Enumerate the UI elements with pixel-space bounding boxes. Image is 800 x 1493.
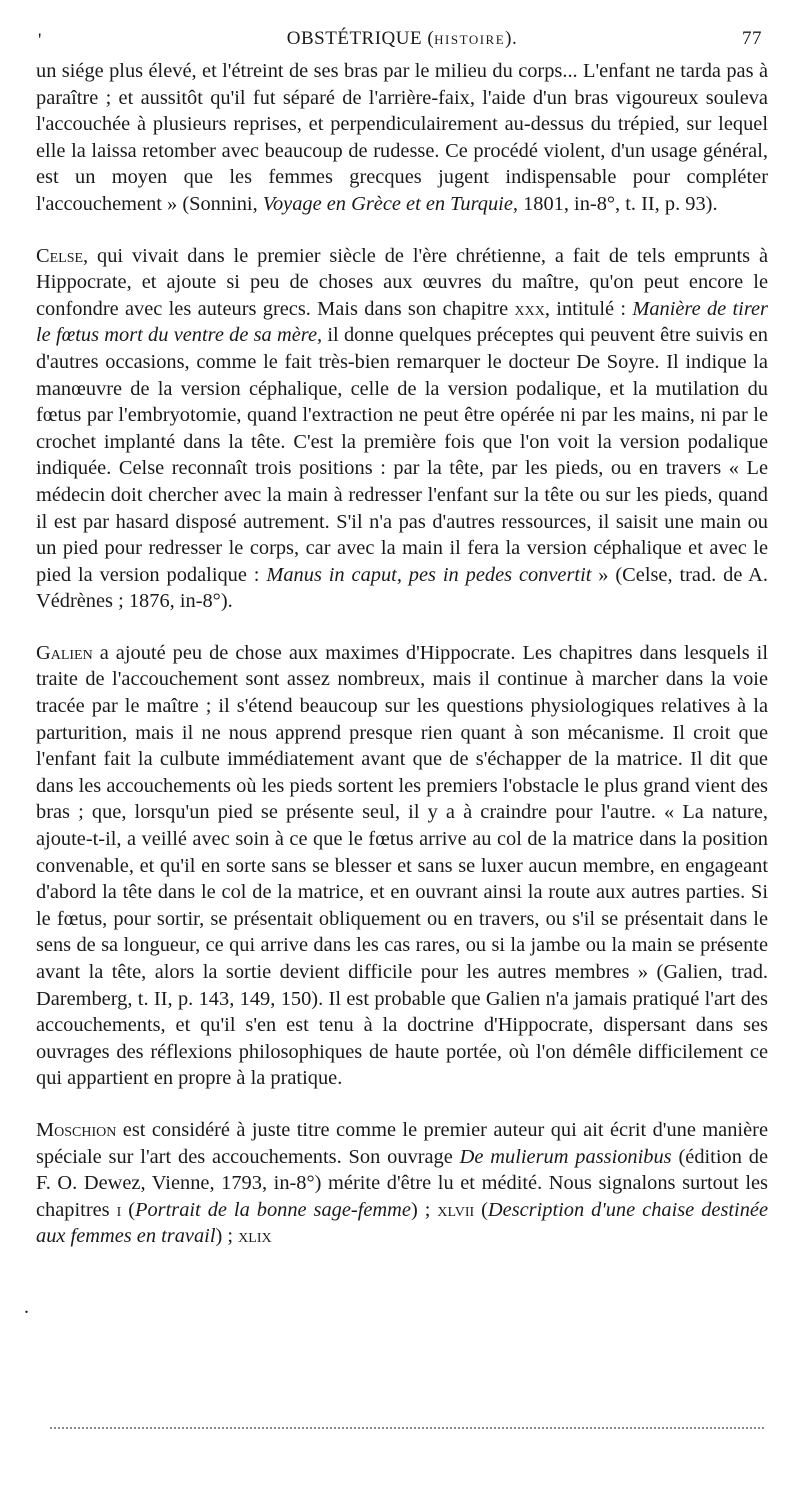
- book-page: [36, 28, 768, 1250]
- running-title: OBSTÉTRIQUE (HISTOIRE).: [286, 28, 518, 49]
- margin-mark: .: [24, 1296, 29, 1318]
- author-name-galien: Galien: [36, 641, 93, 664]
- running-header: [36, 28, 768, 58]
- page-number: 77: [742, 28, 762, 49]
- paragraph-celse: Celse, qui vivait dans le premier siècle de l'ère chrétienne, a fait de tels emprunts à Hippocrate, et ajoute si peu de choses aux œuvres du maître, qu'on peut encore le confondre avec les auteurs grecs. Mais dans son chapitre xxx, intitulé : Manière de tirer le fœtus mort du ventre de sa mère, il donne quelques préceptes qui peuvent être suivis en d'autres occasions, comme le fait très-bien remarquer le docteur De Soyre. Il indique la manœuvre de la version céphalique, celle de la version podalique, et la mutilation du fœtus par l'embryotomie, quand l'extraction ne peut être opérée ni par les mains, ni par le crochet implanté dans la tête. C'est la première fois que l'on voit la version podalique indiquée. Celse reconnaît trois positions : par la tête, par les pieds, ou en travers « Le médecin doit chercher avec la main à redresser l'enfant sur la tête ou sur les pieds, quand il est par hasard disposé autrement. S'il n'a pas d'autres ressources, il saisit une main ou un pied pour redresser le corps, car avec la main il fera la version céphalique et avec le pied la version podalique : Manus in caput, pes in pedes convertit » (Celse, trad. de A. Védrènes ; 1876, in-8°).: [36, 244, 768, 613]
- paragraph-sonnini: un siége plus élevé, et l'étreint de ses bras par le milieu du corps... L'enfant ne tarda pas à paraître ; et aussitôt qu'il fut séparé de l'arrière-faix, l'aide d'un bras vigoureux souleva l'accouchée à plusieurs reprises, et perpendiculairement au-dessus du trépied, sur lequel elle la laissa retomber avec beaucoup de rudesse. Ce procédé violent, d'un usage général, est un moyen que les femmes grecques jugent indispensable pour compléter l'accouchement » (Sonnini, Voyage en Grèce et en Turquie, 1801, in-8°, t. II, p. 93).: [36, 60, 768, 215]
- header-mark: ': [38, 30, 42, 51]
- author-name-celse: Celse,: [36, 244, 89, 267]
- paragraph-moschion: Moschion est considéré à juste titre comme le premier auteur qui ait écrit d'une manière spéciale sur l'art des accouchements. Son ouvrage De mulierum passionibus (édition de F. O. Dewez, Vienne, 1793, in-8°) mérite d'être lu et médité. Nous signalons surtout les chapitres i (Portrait de la bonne sage-femme) ; xlvii (Description d'une chaise destinée aux femmes en travail) ; xlix: [36, 1118, 769, 1248]
- paragraph-galien: Galien a ajouté peu de chose aux maximes d'Hippocrate. Les chapitres dans lesquels il traite de l'accouchement sont assez nombreux, mais il continue à marcher dans la voie tracée par le maître ; il s'étend beaucoup sur les questions physiologiques relatives à la parturition, mais il ne nous apprend presque rien quant à son mécanisme. Il croit que l'enfant fait la culbute immédiatement avant que de s'échapper de la matrice. Il dit que dans les accouchements où les pieds sortent les premiers l'obstacle le plus grand vient des bras ; que, lorsqu'un pied se présente seul, il y a à craindre pour l'autre. « La nature, ajoute-t-il, a veillé avec soin à ce que le fœtus arrive au col de la matrice dans la position convenable, et qu'il en sorte sans se blesser et sans se luxer aucun membre, en engageant d'abord la tête dans le col de la matrice, et en ouvrant ainsi la route aux autres parties. Si le fœtus, pour sortir, se présentait obliquement ou en travers, ou s'il se présentait dans le sens de sa longueur, ce qui arrive dans les cas rares, ou si la jambe ou la main se présente avant la tête, alors la sortie devient difficile pour les autres membres » (Galien, trad. Daremberg, t. II, p. 143, 149, 150). Il est probable que Galien n'a jamais pratiqué l'art des accouchements, et qu'il s'en est tenu à la doctrine d'Hippocrate, dispersant dans ses ouvrages des réflexions philosophiques de haute portée, où l'on démêle difficilement ce qui appartient en propre à la pratique.: [36, 641, 768, 1090]
- footer-dotted-rule: [50, 1427, 764, 1429]
- author-name-moschion: Moschion: [36, 1118, 117, 1141]
